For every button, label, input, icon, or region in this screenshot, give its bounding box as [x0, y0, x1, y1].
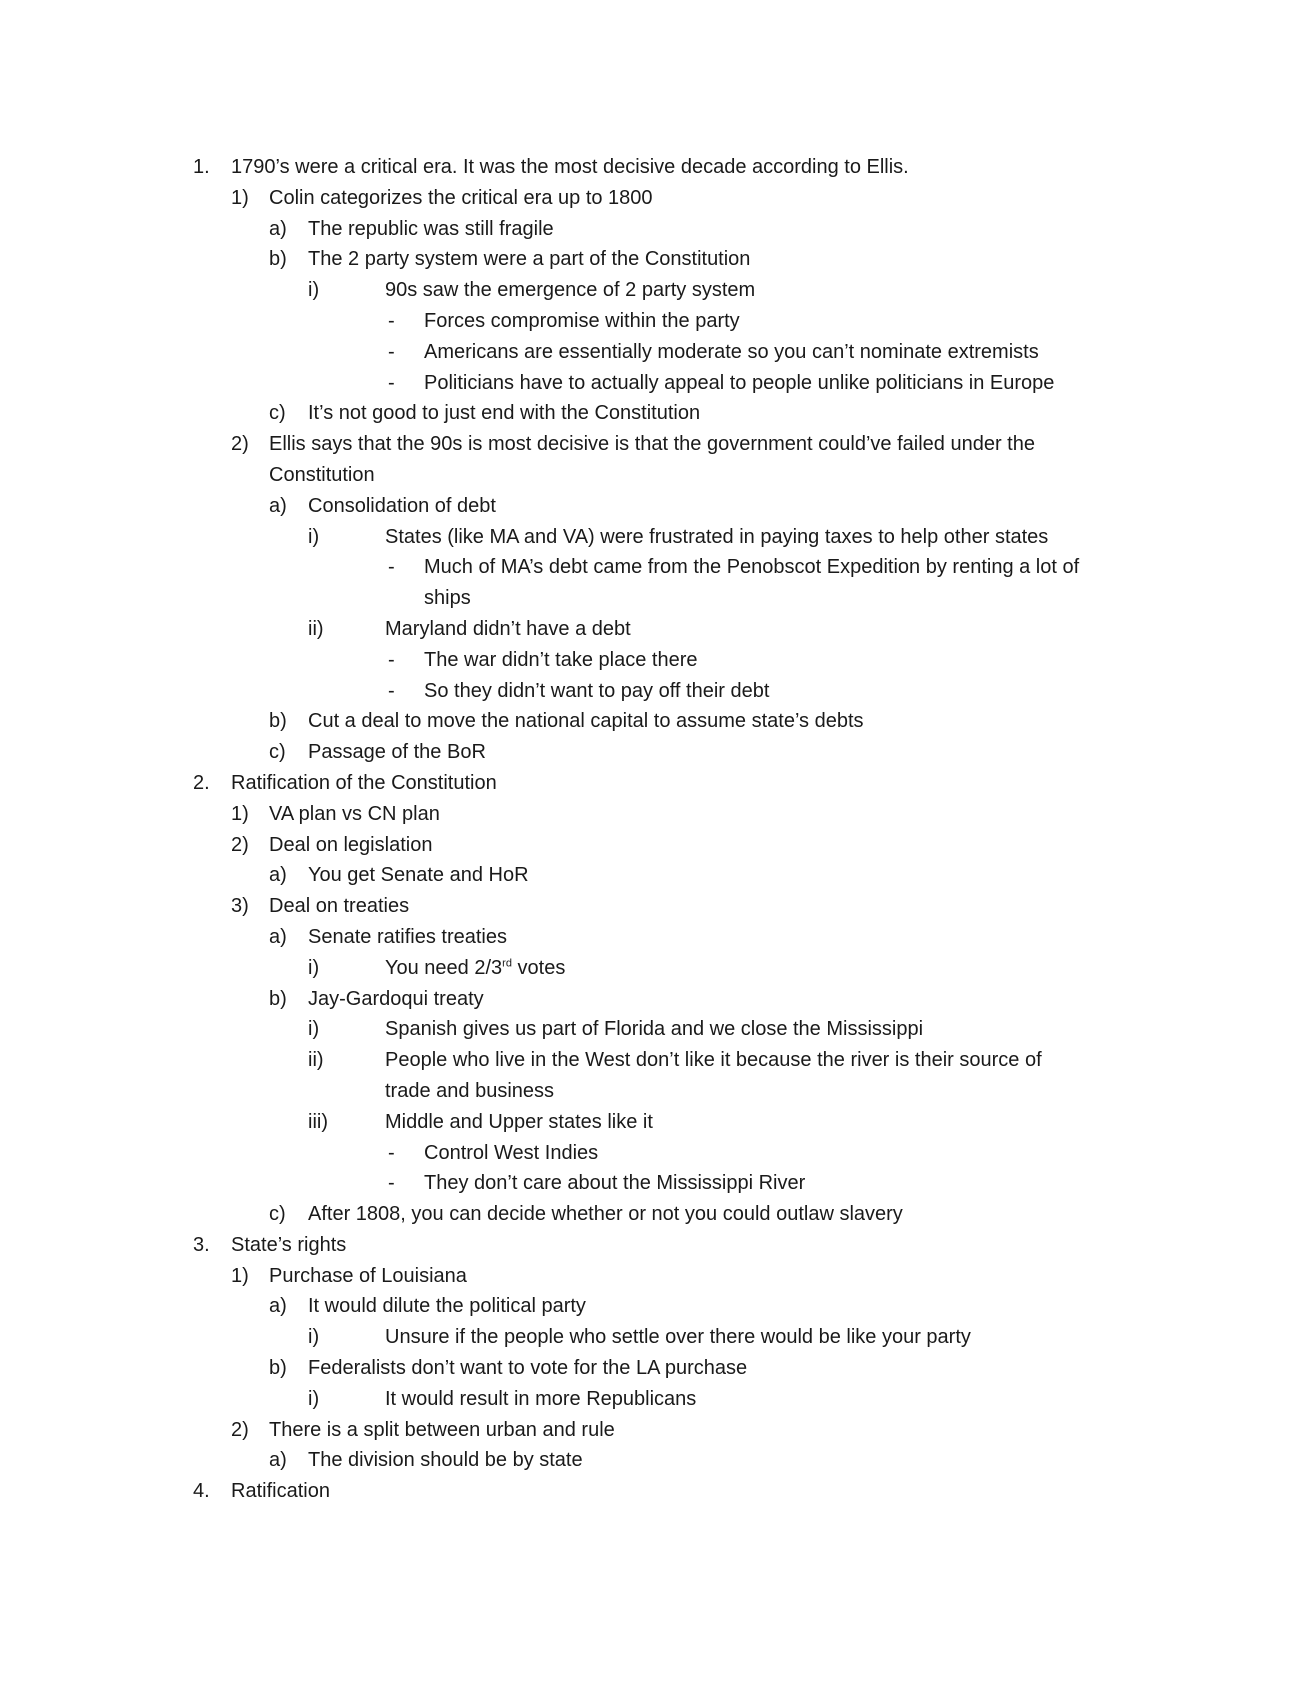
outline-text-main: Ratification [231, 1480, 330, 1503]
outline-text-main: So they didn’t want to pay off their debt [424, 679, 770, 702]
list-marker: b) [269, 987, 287, 1010]
outline-text [308, 491, 496, 522]
outline-item [0, 522, 1306, 553]
outline-text [385, 1384, 696, 1415]
list-marker: 2. [193, 771, 210, 794]
list-marker: a) [269, 494, 287, 517]
outline-text [308, 737, 486, 768]
list-marker: i) [308, 956, 320, 979]
outline-item [0, 1230, 1306, 1261]
outline-text-main: Deal on treaties [269, 895, 410, 918]
list-marker: - [388, 371, 395, 394]
list-marker: a) [269, 1449, 287, 1472]
outline-item [0, 1107, 1306, 1138]
outline-text-main: Deal on legislation [269, 833, 433, 856]
outline-text-main: Senate ratifies treaties [308, 925, 507, 948]
lecture-outline [0, 152, 1306, 1507]
outline-item [0, 1045, 1306, 1076]
outline-text-main: ships [424, 587, 471, 610]
list-marker: iii) [308, 1110, 328, 1133]
outline-item [0, 429, 1306, 460]
outline-text-main: Maryland didn’t have a debt [385, 617, 631, 640]
list-marker: b) [269, 710, 287, 733]
list-marker: 3. [193, 1233, 210, 1256]
list-marker: - [388, 1141, 395, 1164]
outline-text-main: VA plan vs CN plan [269, 802, 440, 825]
outline-text [308, 214, 554, 245]
outline-text [269, 429, 1035, 460]
outline-text [385, 522, 1048, 553]
list-marker: a) [269, 864, 287, 887]
outline-text [269, 183, 653, 214]
outline-text-main: The republic was still fragile [308, 217, 554, 240]
outline-item [0, 645, 1306, 676]
list-marker: a) [269, 1295, 287, 1318]
outline-text-main: 90s saw the emergence of 2 party system [385, 279, 756, 302]
outline-item [0, 491, 1306, 522]
outline-text [308, 1353, 747, 1384]
outline-text [308, 984, 484, 1015]
outline-text-main: Middle and Upper states like it [385, 1110, 653, 1133]
outline-text-main: Spanish gives us part of Florida and we close the Mississippi [385, 1018, 924, 1041]
outline-text-main: People who live in the West don’t like it because the river is their source of [385, 1049, 1042, 1072]
outline-text-main: Much of MA’s debt came from the Penobscot Expedition by renting a lot of [424, 556, 1080, 579]
outline-item [0, 1014, 1306, 1045]
outline-item [0, 614, 1306, 645]
outline-item [0, 1415, 1306, 1446]
list-marker: 1) [231, 802, 249, 825]
outline-text-main: It’s not good to just end with the Constitution [308, 402, 701, 425]
outline-text-main: Purchase of Louisiana [269, 1264, 467, 1287]
outline-text [385, 275, 755, 306]
outline-text [308, 922, 507, 953]
outline-text [308, 1291, 586, 1322]
outline-item [0, 922, 1306, 953]
outline-text-main: It would result in more Republicans [385, 1387, 697, 1410]
outline-item [0, 676, 1306, 707]
outline-text-main: The 2 party system were a part of the Constitution [308, 248, 751, 271]
outline-text-main: Federalists don’t want to vote for the LA purchase [308, 1357, 748, 1380]
outline-item [0, 1076, 1306, 1107]
list-marker: - [388, 1172, 395, 1195]
outline-item [0, 583, 1306, 614]
outline-text-main: After 1808, you can decide whether or not you could outlaw slavery [308, 1203, 903, 1226]
outline-text [385, 953, 565, 984]
outline-item [0, 1199, 1306, 1230]
list-marker: 1) [231, 186, 249, 209]
list-marker: i) [308, 525, 320, 548]
outline-text-main: You need 2/3 [385, 956, 503, 979]
outline-text [385, 1076, 554, 1107]
list-marker: i) [308, 279, 320, 302]
outline-text-main: Unsure if the people who settle over there would be like your party [385, 1326, 971, 1349]
outline-item [0, 398, 1306, 429]
list-marker: 1. [193, 156, 210, 178]
list-marker: - [388, 556, 395, 579]
outline-item [0, 984, 1306, 1015]
outline-item [0, 891, 1306, 922]
list-marker: b) [269, 248, 287, 271]
outline-text [269, 830, 432, 861]
outline-text [308, 706, 864, 737]
outline-item [0, 830, 1306, 861]
outline-text [231, 1230, 346, 1261]
outline-text [424, 552, 1079, 583]
outline-text-main: Cut a deal to move the national capital to assume state’s debts [308, 710, 864, 733]
outline-text-main: Ratification of the Constitution [231, 771, 497, 794]
list-marker: c) [269, 741, 286, 764]
list-marker: - [388, 309, 395, 332]
list-marker: 2) [231, 833, 249, 856]
outline-item [0, 1261, 1306, 1292]
outline-item [0, 306, 1306, 337]
outline-item [0, 737, 1306, 768]
outline-text [424, 368, 1054, 399]
outline-item [0, 460, 1306, 491]
outline-item [0, 552, 1306, 583]
outline-text [308, 1199, 903, 1230]
outline-text [269, 799, 440, 830]
outline-text [424, 583, 471, 614]
list-marker: - [388, 679, 395, 702]
outline-text-main: Consolidation of debt [308, 494, 496, 517]
outline-text-after: votes [511, 956, 566, 979]
outline-text [424, 1168, 805, 1199]
outline-text-main: It would dilute the political party [308, 1295, 586, 1318]
outline-text-main: Politicians have to actually appeal to people unlike politicians in Europe [424, 371, 1055, 394]
outline-text-main: You get Senate and HoR [308, 864, 529, 887]
outline-text [424, 645, 698, 676]
list-marker: a) [269, 925, 287, 948]
outline-text [269, 1261, 467, 1292]
outline-text [269, 460, 375, 491]
outline-text-main: Constitution [269, 463, 375, 486]
outline-item [0, 1476, 1306, 1507]
list-marker: - [388, 648, 395, 671]
list-marker: i) [308, 1387, 320, 1410]
outline-text-main: trade and business [385, 1079, 555, 1102]
outline-text [269, 1415, 615, 1446]
outline-text-main: Americans are essentially moderate so you can’t nominate extremists [424, 340, 1039, 363]
outline-item [0, 368, 1306, 399]
outline-text-main: There is a split between urban and rule [269, 1418, 615, 1441]
outline-text-main: Forces compromise within the party [424, 309, 740, 332]
outline-text-main: State’s rights [231, 1233, 347, 1256]
outline-item [0, 1322, 1306, 1353]
outline-item [0, 1445, 1306, 1476]
list-marker: - [388, 340, 395, 363]
outline-item [0, 1353, 1306, 1384]
outline-text [385, 1014, 923, 1045]
outline-text [231, 152, 909, 183]
outline-text [385, 1107, 653, 1138]
outline-text-main: Ellis says that the 90s is most decisive is that the government could’ve failed under the [269, 433, 1035, 456]
outline-text [231, 768, 497, 799]
outline-text [231, 1476, 330, 1507]
outline-text-main: Jay-Gardoqui treaty [308, 987, 484, 1010]
outline-item [0, 1384, 1306, 1415]
outline-item [0, 1138, 1306, 1169]
list-marker: 3) [231, 895, 249, 918]
list-marker: i) [308, 1326, 320, 1349]
list-marker: 2) [231, 433, 249, 456]
outline-text [385, 614, 631, 645]
outline-text-main: The division should be by state [308, 1449, 583, 1472]
superscript-ordinal: rd [502, 957, 512, 970]
outline-item [0, 214, 1306, 245]
list-marker: 4. [193, 1480, 210, 1503]
outline-text [424, 306, 740, 337]
outline-item [0, 799, 1306, 830]
outline-item [0, 244, 1306, 275]
list-marker: 2) [231, 1418, 249, 1441]
list-marker: b) [269, 1357, 287, 1380]
list-marker: 1) [231, 1264, 249, 1287]
outline-text-main: They don’t care about the Mississippi River [424, 1172, 806, 1195]
outline-text-main: 1790’s were a critical era. It was the most decisive decade according to Ellis. [231, 156, 909, 178]
outline-text [424, 1138, 598, 1169]
outline-item [0, 337, 1306, 368]
outline-text-main: Passage of the BoR [308, 741, 486, 764]
outline-text [308, 1445, 583, 1476]
list-marker: a) [269, 217, 287, 240]
outline-text-main: The war didn’t take place there [424, 648, 698, 671]
outline-item [0, 275, 1306, 306]
outline-text [385, 1045, 1042, 1076]
outline-text [385, 1322, 971, 1353]
outline-item [0, 860, 1306, 891]
outline-text [308, 860, 529, 891]
outline-text-main: States (like MA and VA) were frustrated in paying taxes to help other states [385, 525, 1049, 548]
list-marker: c) [269, 402, 286, 425]
outline-text [424, 676, 769, 707]
outline-item [0, 1291, 1306, 1322]
list-marker: ii) [308, 617, 324, 640]
outline-item [0, 706, 1306, 737]
outline-text [424, 337, 1039, 368]
outline-text [308, 244, 750, 275]
list-marker: i) [308, 1018, 320, 1041]
list-marker: ii) [308, 1049, 324, 1072]
outline-item [0, 768, 1306, 799]
outline-text [269, 891, 409, 922]
outline-text [308, 398, 700, 429]
outline-item [0, 152, 1306, 183]
outline-item [0, 1168, 1306, 1199]
outline-item [0, 183, 1306, 214]
outline-item [0, 953, 1306, 984]
outline-text-main: Control West Indies [424, 1141, 599, 1164]
outline-text-main: Colin categorizes the critical era up to 1800 [269, 186, 653, 209]
list-marker: c) [269, 1203, 286, 1226]
